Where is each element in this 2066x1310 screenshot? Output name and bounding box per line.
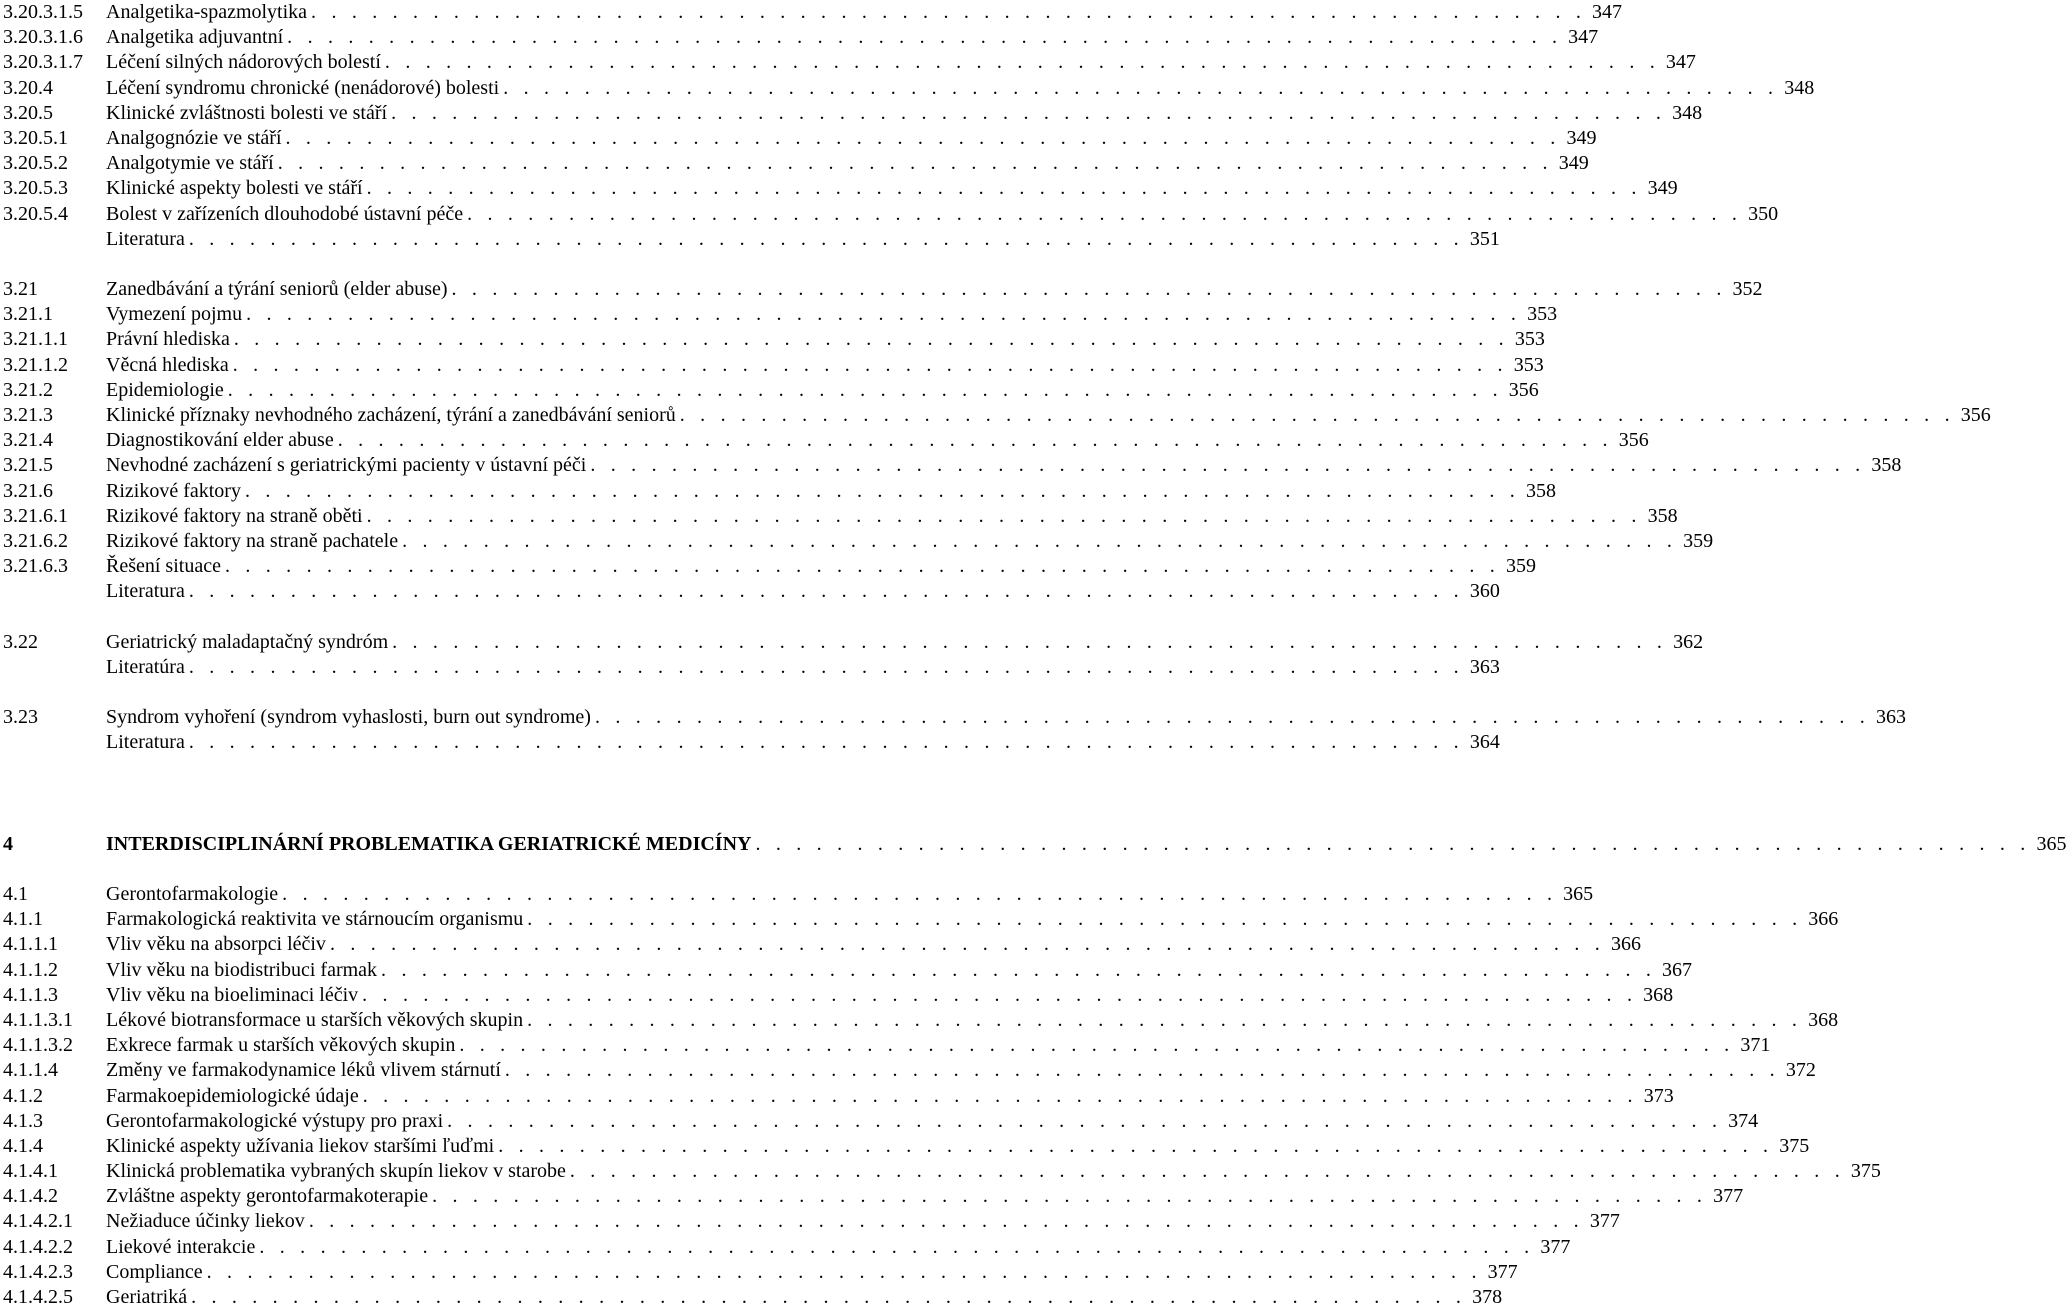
- toc-entry-number: 4.1.4.2.2: [3, 1235, 73, 1258]
- toc-entry-number: 3.23: [3, 706, 38, 729]
- toc-entry[interactable]: [3, 428, 1649, 453]
- toc-entry[interactable]: [3, 1209, 1620, 1234]
- dot-leader: . . . . . . . . . . . . . . . . . . . . . . . . . . . . . . . . . . . . . . . . . . . . . . . . . . . . . . . . . . . . . . .: [188, 731, 1464, 754]
- toc-entry-title: Farmakologická reaktivita ve stárnoucím organismu: [106, 908, 524, 931]
- dot-leader: . . . . . . . . . . . . . . . . . . . . . . . . . . . . . . . . . . . . . . . . . . . . . . . . . . . . . . . . . . . . . . .: [402, 529, 1678, 552]
- toc-entry-page-number: 363: [1875, 706, 1906, 729]
- dot-leader: . . . . . . . . . . . . . . . . . . . . . . . . . . . . . . . . . . . . . . . . . . . . . . . . . . . . . . . . . . . . . . .: [329, 933, 1605, 956]
- toc-entry-body: [106, 1058, 1816, 1083]
- toc-entry-title: Diagnostikování elder abuse: [106, 429, 334, 452]
- toc-entry-number: 4.1.1.3.2: [3, 1034, 73, 1057]
- toc-entry-page-number: 377: [1540, 1235, 1571, 1258]
- toc-entry-title: Věcná hlediska: [106, 353, 229, 376]
- toc-entry[interactable]: [3, 202, 1779, 227]
- toc-entry-body: [106, 630, 1704, 655]
- toc-entry[interactable]: [3, 1235, 1571, 1260]
- toc-entry-body: [106, 227, 1500, 252]
- toc-entry-body: [106, 101, 1703, 126]
- toc-entry-title: Rizikové faktory: [106, 479, 241, 502]
- toc-entry-page-number: 377: [1589, 1210, 1620, 1233]
- toc-entry-page-number: 375: [1779, 1134, 1810, 1157]
- dot-leader: . . . . . . . . . . . . . . . . . . . . . . . . . . . . . . . . . . . . . . . . . . . . . . . . . . . . . . . . . . . . . . .: [277, 152, 1553, 175]
- toc-entry-title: Bolest v zařízeních dlouhodobé ústavní péče: [106, 202, 464, 225]
- toc-entry-number: 3.20.5: [3, 101, 53, 124]
- dot-leader: . . . . . . . . . . . . . . . . . . . . . . . . . . . . . . . . . . . . . . . . . . . . . . . . . . . . . . . . . . . . . . .: [232, 353, 1508, 376]
- toc-entry[interactable]: [3, 101, 1703, 126]
- toc-entry-page-number: 347: [1665, 51, 1696, 74]
- toc-entry-body: [106, 554, 1536, 579]
- toc-entry[interactable]: [3, 630, 1704, 655]
- toc-entry-number: 3.21.1.1: [3, 328, 68, 351]
- toc-entry-body: [106, 403, 1991, 428]
- toc-entry-number: 4.1.1.3: [3, 983, 58, 1006]
- toc-entry-page-number: 347: [1592, 1, 1623, 23]
- toc-entry-page-number: 353: [1514, 328, 1545, 351]
- toc-entry-body: [106, 378, 1539, 403]
- toc-entry-title: Klinické aspekty užívania liekov staršími ľuďmi: [106, 1134, 495, 1157]
- dot-leader: . . . . . . . . . . . . . . . . . . . . . . . . . . . . . . . . . . . . . . . . . . . . . . . . . . . . . . . . . . . . . . .: [308, 1210, 1584, 1233]
- toc-entry[interactable]: [3, 730, 1500, 755]
- toc-entry[interactable]: [3, 1159, 1881, 1184]
- toc-entry[interactable]: [3, 1184, 1744, 1209]
- dot-leader: . . . . . . . . . . . . . . . . . . . . . . . . . . . . . . . . . . . . . . . . . . . . . . . . . . . . . . . . . . . . . . .: [287, 26, 1563, 49]
- toc-entry[interactable]: [3, 554, 1536, 579]
- toc-entry-body: [106, 832, 2066, 857]
- toc-entry-page-number: 366: [1610, 933, 1641, 956]
- toc-entry-page-number: 358: [1647, 504, 1678, 527]
- toc-entry[interactable]: [3, 1260, 1518, 1285]
- dot-leader: . . . . . . . . . . . . . . . . . . . . . . . . . . . . . . . . . . . . . . . . . . . . . . . . . . . . . . . . . . . . . . .: [366, 177, 1642, 200]
- dot-leader: . . . . . . . . . . . . . . . . . . . . . . . . . . . . . . . . . . . . . . . . . . . . . . . . . . . . . . . . . . . . . . .: [679, 404, 1955, 426]
- toc-entry-number: 3.21.2: [3, 378, 53, 401]
- toc-entry-number: 4.1.4: [3, 1134, 43, 1157]
- toc-entry-title: Literatúra: [106, 655, 185, 678]
- toc-entry-page-number: 356: [1960, 404, 1991, 426]
- toc-entry[interactable]: [3, 1134, 1810, 1159]
- dot-leader: . . . . . . . . . . . . . . . . . . . . . . . . . . . . . . . . . . . . . . . . . . . . . . . . . . . . . . . . . . . . . . .: [451, 278, 1727, 301]
- toc-entry-page-number: 358: [1525, 479, 1556, 502]
- toc-entry-page-number: 368: [1808, 1008, 1839, 1031]
- toc-entry[interactable]: [3, 126, 1597, 151]
- toc-entry-title: Vliv věku na absorpci léčiv: [106, 933, 326, 956]
- toc-entry-number: 3.22: [3, 630, 38, 653]
- dot-leader: . . . . . . . . . . . . . . . . . . . . . . . . . . . . . . . . . . . . . . . . . . . . . . . . . . . . . . . . . . . . . . .: [459, 1034, 1735, 1057]
- toc-entry[interactable]: [3, 1084, 1674, 1109]
- toc-entry-number: 4.1.3: [3, 1109, 43, 1132]
- toc-entry[interactable]: [3, 227, 1500, 252]
- toc-entry-number: 3.20.3.1.5: [3, 1, 83, 23]
- toc-entry-page-number: 348: [1784, 76, 1815, 99]
- toc-entry-page-number: 348: [1672, 101, 1703, 124]
- toc-entry-title: Analgetika-spazmolytika: [106, 1, 308, 23]
- toc-entry-page-number: 359: [1505, 555, 1536, 578]
- toc-entry-body: [106, 983, 1674, 1008]
- toc-entry-body: [106, 1033, 1771, 1058]
- dot-leader: . . . . . . . . . . . . . . . . . . . . . . . . . . . . . . . . . . . . . . . . . . . . . . . . . . . . . . . . . . . . . . .: [337, 429, 1613, 452]
- toc-entry-title: Vymezení pojmu: [106, 303, 243, 326]
- toc-entry-body: [106, 1184, 1744, 1209]
- toc-entry-body: [106, 655, 1500, 680]
- toc-entry-page-number: 349: [1566, 126, 1597, 149]
- table-of-contents: [3, 0, 2066, 1310]
- toc-entry-page-number: 372: [1785, 1059, 1816, 1082]
- toc-entry-page-number: 378: [1472, 1286, 1503, 1308]
- toc-entry-body: [106, 277, 1763, 302]
- dot-leader: . . . . . . . . . . . . . . . . . . . . . . . . . . . . . . . . . . . . . . . . . . . . . . . . . . . . . . . . . . . . . . .: [246, 303, 1522, 326]
- dot-leader: . . . . . . . . . . . . . . . . . . . . . . . . . . . . . . . . . . . . . . . . . . . . . . . . . . . . . . . . . . . . . . .: [467, 202, 1743, 225]
- toc-entry-title: Syndrom vyhoření (syndrom vyhaslosti, burn out syndrome): [106, 706, 591, 729]
- toc-entry-number: 4.1.4.2.1: [3, 1210, 73, 1233]
- toc-entry-body: [106, 882, 1594, 907]
- toc-entry-title: Změny ve farmakodynamice léků vlivem stárnutí: [106, 1059, 501, 1082]
- toc-entry-body: [106, 730, 1500, 755]
- toc-entry-title: Zvláštne aspekty gerontofarmakoterapie: [106, 1185, 429, 1208]
- toc-entry[interactable]: [3, 1285, 1503, 1310]
- toc-entry-title: Léčení syndromu chronické (nenádorové) bolesti: [106, 76, 500, 99]
- toc-entry-number: 3.21.6.3: [3, 555, 68, 578]
- toc-entry-title: Liekové interakcie: [106, 1235, 256, 1258]
- toc-entry-page-number: 351: [1469, 227, 1500, 250]
- dot-leader: . . . . . . . . . . . . . . . . . . . . . . . . . . . . . . . . . . . . . . . . . . . . . . . . . . . . . . . . . . . . . . .: [233, 328, 1509, 351]
- toc-entry[interactable]: [3, 579, 1500, 604]
- toc-entry-body: [106, 327, 1545, 352]
- toc-entry-page-number: 366: [1808, 908, 1839, 931]
- toc-entry[interactable]: [3, 1109, 1759, 1134]
- toc-entry-title: Právní hlediska: [106, 328, 230, 351]
- dot-leader: . . . . . . . . . . . . . . . . . . . . . . . . . . . . . . . . . . . . . . . . . . . . . . . . . . . . . . . . . . . . . . .: [381, 958, 1657, 981]
- dot-leader: . . . . . . . . . . . . . . . . . . . . . . . . . . . . . . . . . . . . . . . . . . . . . . . . . . . . . . . . . . . . . . .: [527, 908, 1803, 931]
- toc-entry-title: Lékové biotransformace u starších věkových skupin: [106, 1008, 524, 1031]
- toc-entry-page-number: 375: [1850, 1160, 1881, 1183]
- toc-entry-number: 4.1.1.2: [3, 958, 58, 981]
- toc-entry-body: [106, 1209, 1620, 1234]
- toc-entry-page-number: 353: [1527, 303, 1558, 326]
- toc-entry[interactable]: [3, 1008, 1839, 1033]
- toc-entry[interactable]: [3, 655, 1500, 680]
- toc-entry[interactable]: [3, 907, 1839, 932]
- toc-entry-title: Literatura: [106, 227, 185, 250]
- toc-entry-body: [106, 302, 1558, 327]
- toc-entry-title: Analgetika adjuvantní: [106, 26, 284, 49]
- toc-entry-title: Rizikové faktory na straně oběti: [106, 504, 363, 527]
- toc-entry-title: Klinické příznaky nevhodného zacházení, týrání a zanedbávání seniorů: [106, 404, 676, 426]
- toc-entry[interactable]: [3, 958, 1693, 983]
- toc-entry-page-number: 373: [1643, 1084, 1674, 1107]
- toc-entry-body: [106, 0, 1623, 25]
- dot-leader: . . . . . . . . . . . . . . . . . . . . . . . . . . . . . . . . . . . . . . . . . . . . . . . . . . . . . . . . . . . . . . .: [188, 227, 1464, 250]
- toc-entry-body: [106, 479, 1556, 504]
- dot-leader: . . . . . . . . . . . . . . . . . . . . . . . . . . . . . . . . . . . . . . . . . . . . . . . . . . . . . . . . . . . . . . .: [569, 1160, 1845, 1183]
- dot-leader: . . . . . . . . . . . . . . . . . . . . . . . . . . . . . . . . . . . . . . . . . . . . . . . . . . . . . . . . . . . . . . .: [282, 883, 1558, 905]
- toc-entry-page-number: 350: [1748, 202, 1779, 225]
- toc-entry-body: [106, 932, 1641, 957]
- toc-entry-number: 3.20.3.1.6: [3, 26, 83, 49]
- toc-entry[interactable]: [3, 0, 1623, 25]
- toc-entry-number: 3.21.5: [3, 454, 53, 477]
- toc-entry-title: INTERDISCIPLINÁRNÍ PROBLEMATIKA GERIATRICKÉ MEDICÍNY: [106, 832, 752, 855]
- dot-leader: . . . . . . . . . . . . . . . . . . . . . . . . . . . . . . . . . . . . . . . . . . . . . . . . . . . . . . . . . . . . . . .: [244, 479, 1520, 502]
- toc-entry-page-number: 362: [1673, 630, 1704, 653]
- toc-entry-title: Compliance: [106, 1260, 203, 1283]
- toc-entry-body: [106, 50, 1696, 75]
- toc-entry-body: [106, 529, 1714, 554]
- dot-leader: . . . . . . . . . . . . . . . . . . . . . . . . . . . . . . . . . . . . . . . . . . . . . . . . . . . . . . . . . . . . . . .: [755, 832, 2031, 855]
- toc-entry-body: [106, 76, 1815, 101]
- dot-leader: . . . . . . . . . . . . . . . . . . . . . . . . . . . . . . . . . . . . . . . . . . . . . . . . . . . . . . . . . . . . . . .: [188, 580, 1464, 603]
- toc-entry-number: 3.20.5.1: [3, 126, 68, 149]
- toc-entry-page-number: 349: [1647, 177, 1678, 200]
- toc-entry-title: Gerontofarmakologické výstupy pro praxi: [106, 1109, 444, 1132]
- toc-entry-page-number: 377: [1713, 1185, 1744, 1208]
- toc-entry-title: Nežiaduce účinky liekov: [106, 1210, 305, 1233]
- toc-entry-title: Vliv věku na biodistribuci farmak: [106, 958, 378, 981]
- dot-leader: . . . . . . . . . . . . . . . . . . . . . . . . . . . . . . . . . . . . . . . . . . . . . . . . . . . . . . . . . . . . . . .: [498, 1134, 1774, 1157]
- toc-entry[interactable]: [3, 504, 1678, 529]
- toc-entry-number: 3.21.1: [3, 303, 53, 326]
- toc-entry-body: [106, 1134, 1810, 1159]
- toc-entry-page-number: 349: [1558, 152, 1589, 175]
- toc-entry-number: 4.1.4.2: [3, 1185, 58, 1208]
- toc-entry-title: Řešení situace: [106, 555, 221, 578]
- toc-entry-body: [106, 1109, 1759, 1134]
- toc-entry-title: Nevhodné zacházení s geriatrickými pacienty v ústavní péči: [106, 454, 587, 477]
- toc-entry-page-number: 364: [1469, 731, 1500, 754]
- toc-entry[interactable]: [3, 277, 1763, 302]
- dot-leader: . . . . . . . . . . . . . . . . . . . . . . . . . . . . . . . . . . . . . . . . . . . . . . . . . . . . . . . . . . . . . . .: [527, 1008, 1803, 1031]
- toc-entry[interactable]: [3, 302, 1558, 327]
- dot-leader: . . . . . . . . . . . . . . . . . . . . . . . . . . . . . . . . . . . . . . . . . . . . . . . . . . . . . . . . . . . . . . .: [362, 983, 1638, 1006]
- toc-entry-page-number: 356: [1618, 429, 1649, 452]
- toc-entry-title: Farmakoepidemiologické údaje: [106, 1084, 359, 1107]
- section-gap: [3, 857, 958, 882]
- toc-entry-body: [106, 907, 1839, 932]
- section-gap: [3, 756, 958, 832]
- toc-entry-number: 3.20.5.2: [3, 152, 68, 175]
- toc-entry-title: Geriatriká: [106, 1286, 188, 1308]
- dot-leader: . . . . . . . . . . . . . . . . . . . . . . . . . . . . . . . . . . . . . . . . . . . . . . . . . . . . . . . . . . . . . . .: [188, 655, 1464, 678]
- dot-leader: . . . . . . . . . . . . . . . . . . . . . . . . . . . . . . . . . . . . . . . . . . . . . . . . . . . . . . . . . . . . . . .: [311, 1, 1587, 23]
- dot-leader: . . . . . . . . . . . . . . . . . . . . . . . . . . . . . . . . . . . . . . . . . . . . . . . . . . . . . . . . . . . . . . .: [590, 454, 1866, 477]
- dot-leader: . . . . . . . . . . . . . . . . . . . . . . . . . . . . . . . . . . . . . . . . . . . . . . . . . . . . . . . . . . . . . . .: [191, 1286, 1467, 1308]
- toc-entry-number: 3.20.4: [3, 76, 53, 99]
- toc-entry[interactable]: [3, 453, 1902, 478]
- toc-entry-page-number: 360: [1469, 580, 1500, 603]
- toc-entry[interactable]: [3, 76, 1815, 101]
- toc-entry-number: 3.21.6: [3, 479, 53, 502]
- toc-entry-number: 4.1.1.4: [3, 1059, 58, 1082]
- toc-entry-page-number: 352: [1732, 278, 1763, 301]
- toc-entry[interactable]: [3, 983, 1674, 1008]
- toc-entry-page-number: 359: [1683, 529, 1714, 552]
- toc-entry-title: Klinické aspekty bolesti ve stáří: [106, 177, 363, 200]
- toc-entry-body: [106, 705, 1906, 730]
- toc-entry[interactable]: [3, 529, 1714, 554]
- dot-leader: . . . . . . . . . . . . . . . . . . . . . . . . . . . . . . . . . . . . . . . . . . . . . . . . . . . . . . . . . . . . . . .: [206, 1260, 1482, 1283]
- toc-entry-title: Klinické zvláštnosti bolesti ve stáří: [106, 101, 388, 124]
- toc-entry-body: [106, 1084, 1674, 1109]
- toc-entry-page-number: 363: [1469, 655, 1500, 678]
- toc-entry-title: Léčení silných nádorových bolestí: [106, 51, 381, 74]
- toc-entry-number: 4.1.1.3.1: [3, 1008, 73, 1031]
- toc-entry-title: Rizikové faktory na straně pachatele: [106, 529, 399, 552]
- toc-entry[interactable]: [3, 1058, 1816, 1083]
- toc-entry-number: 4.1.1.1: [3, 933, 58, 956]
- section-gap: [3, 680, 958, 705]
- toc-entry[interactable]: [3, 403, 1991, 428]
- toc-entry-body: [106, 579, 1500, 604]
- dot-leader: . . . . . . . . . . . . . . . . . . . . . . . . . . . . . . . . . . . . . . . . . . . . . . . . . . . . . . . . . . . . . . .: [504, 1059, 1780, 1082]
- toc-entry[interactable]: [3, 25, 1599, 50]
- dot-leader: . . . . . . . . . . . . . . . . . . . . . . . . . . . . . . . . . . . . . . . . . . . . . . . . . . . . . . . . . . . . . . .: [432, 1185, 1708, 1208]
- toc-entry-number: 3.20.3.1.7: [3, 51, 83, 74]
- toc-entry[interactable]: [3, 353, 1544, 378]
- toc-entry-number: 4: [3, 832, 13, 855]
- toc-entry-number: 4.1.4.2.5: [3, 1286, 73, 1308]
- toc-chapter-entry[interactable]: [3, 832, 2066, 857]
- toc-entry-page-number: 353: [1513, 353, 1544, 376]
- toc-entry-page-number: 367: [1662, 958, 1693, 981]
- toc-entry-number: 3.20.5.4: [3, 202, 68, 225]
- toc-entry[interactable]: [3, 50, 1696, 75]
- toc-entry[interactable]: [3, 176, 1678, 201]
- dot-leader: . . . . . . . . . . . . . . . . . . . . . . . . . . . . . . . . . . . . . . . . . . . . . . . . . . . . . . . . . . . . . . .: [392, 630, 1668, 653]
- toc-entry-title: Gerontofarmakologie: [106, 883, 279, 905]
- toc-entry-body: [106, 1159, 1881, 1184]
- toc-entry-number: 4.1.2: [3, 1084, 43, 1107]
- toc-entry-body: [106, 1260, 1518, 1285]
- dot-leader: . . . . . . . . . . . . . . . . . . . . . . . . . . . . . . . . . . . . . . . . . . . . . . . . . . . . . . . . . . . . . . .: [224, 555, 1500, 578]
- toc-entry-body: [106, 453, 1902, 478]
- toc-entry-title: Analgognózie ve stáří: [106, 126, 282, 149]
- toc-entry-page-number: 356: [1508, 378, 1539, 401]
- toc-entry-body: [106, 202, 1779, 227]
- toc-entry-number: 4.1.4.1: [3, 1160, 58, 1183]
- toc-entry-title: Vliv věku na bioeliminaci léčiv: [106, 983, 359, 1006]
- toc-entry[interactable]: [3, 327, 1545, 352]
- toc-entry[interactable]: [3, 151, 1589, 176]
- toc-entry-page-number: 347: [1568, 26, 1599, 49]
- toc-entry-body: [106, 25, 1599, 50]
- toc-entry-number: 3.20.5.3: [3, 177, 68, 200]
- toc-entry-title: Epidemiologie: [106, 378, 224, 401]
- toc-entry-number: 3.21.1.2: [3, 353, 68, 376]
- dot-leader: . . . . . . . . . . . . . . . . . . . . . . . . . . . . . . . . . . . . . . . . . . . . . . . . . . . . . . . . . . . . . . .: [366, 504, 1642, 527]
- dot-leader: . . . . . . . . . . . . . . . . . . . . . . . . . . . . . . . . . . . . . . . . . . . . . . . . . . . . . . . . . . . . . . .: [391, 101, 1667, 124]
- toc-entry-body: [106, 1235, 1571, 1260]
- dot-leader: . . . . . . . . . . . . . . . . . . . . . . . . . . . . . . . . . . . . . . . . . . . . . . . . . . . . . . . . . . . . . . .: [285, 126, 1561, 149]
- toc-entry-page-number: 365: [1563, 883, 1594, 905]
- dot-leader: . . . . . . . . . . . . . . . . . . . . . . . . . . . . . . . . . . . . . . . . . . . . . . . . . . . . . . . . . . . . . . .: [503, 76, 1779, 99]
- toc-entry[interactable]: [3, 705, 1906, 730]
- toc-entry-body: [106, 1285, 1503, 1310]
- toc-entry-page-number: 371: [1740, 1034, 1771, 1057]
- toc-entry-number: 4.1.1: [3, 908, 43, 931]
- toc-entry-number: 3.21: [3, 278, 38, 301]
- dot-leader: . . . . . . . . . . . . . . . . . . . . . . . . . . . . . . . . . . . . . . . . . . . . . . . . . . . . . . . . . . . . . . .: [384, 51, 1660, 74]
- toc-entry-number: 4.1.4.2.3: [3, 1260, 73, 1283]
- dot-leader: . . . . . . . . . . . . . . . . . . . . . . . . . . . . . . . . . . . . . . . . . . . . . . . . . . . . . . . . . . . . . . .: [594, 706, 1870, 729]
- toc-entry[interactable]: [3, 932, 1641, 957]
- toc-entry-body: [106, 1008, 1839, 1033]
- toc-entry-number: 3.21.6.2: [3, 529, 68, 552]
- section-gap: [3, 605, 958, 630]
- toc-entry-page-number: 374: [1728, 1109, 1759, 1132]
- toc-entry-number: 3.21.6.1: [3, 504, 68, 527]
- toc-entry-number: 4.1: [3, 883, 28, 905]
- toc-entry-page-number: 358: [1871, 454, 1902, 477]
- toc-entry-body: [106, 176, 1678, 201]
- toc-entry-title: Zanedbávání a týrání seniorů (elder abuse): [106, 278, 448, 301]
- toc-entry-body: [106, 353, 1544, 378]
- dot-leader: . . . . . . . . . . . . . . . . . . . . . . . . . . . . . . . . . . . . . . . . . . . . . . . . . . . . . . . . . . . . . . .: [227, 378, 1503, 401]
- toc-entry-title: Geriatrický maladaptačný syndróm: [106, 630, 389, 653]
- toc-entry-title: Exkrece farmak u starších věkových skupin: [106, 1034, 456, 1057]
- toc-entry[interactable]: [3, 1033, 1771, 1058]
- toc-entry-body: [106, 151, 1589, 176]
- dot-leader: . . . . . . . . . . . . . . . . . . . . . . . . . . . . . . . . . . . . . . . . . . . . . . . . . . . . . . . . . . . . . . .: [362, 1084, 1638, 1107]
- toc-entry[interactable]: [3, 882, 1594, 907]
- toc-entry-body: [106, 126, 1597, 151]
- dot-leader: . . . . . . . . . . . . . . . . . . . . . . . . . . . . . . . . . . . . . . . . . . . . . . . . . . . . . . . . . . . . . . .: [447, 1109, 1723, 1132]
- toc-entry-title: Literatura: [106, 731, 185, 754]
- toc-entry-title: Klinická problematika vybraných skupín liekov v starobe: [106, 1160, 566, 1183]
- toc-entry-number: 3.21.4: [3, 429, 53, 452]
- toc-entry-body: [106, 428, 1649, 453]
- dot-leader: . . . . . . . . . . . . . . . . . . . . . . . . . . . . . . . . . . . . . . . . . . . . . . . . . . . . . . . . . . . . . . .: [259, 1235, 1535, 1258]
- toc-entry-body: [106, 504, 1678, 529]
- toc-entry-body: [106, 958, 1693, 983]
- toc-entry-title: Analgotymie ve stáří: [106, 152, 274, 175]
- toc-entry-title: Literatura: [106, 580, 185, 603]
- toc-entry[interactable]: [3, 378, 1539, 403]
- toc-entry[interactable]: [3, 479, 1556, 504]
- toc-entry-number: 3.21.3: [3, 404, 53, 426]
- toc-entry-page-number: 377: [1487, 1260, 1518, 1283]
- section-gap: [3, 252, 958, 277]
- toc-entry-page-number: 365: [2036, 832, 2066, 855]
- toc-entry-page-number: 368: [1643, 983, 1674, 1006]
